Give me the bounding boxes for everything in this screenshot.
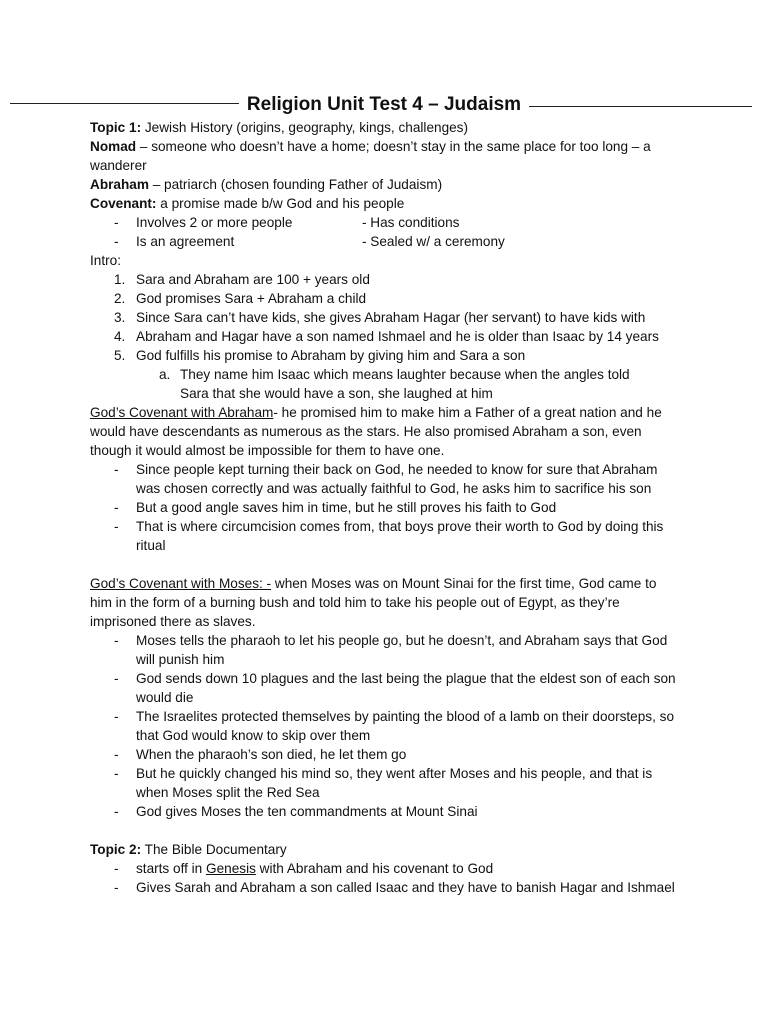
topic2-line: Topic 2: The Bible Documentary [90,842,287,857]
intro-subitem: a. They name him Isaac which means laughter because when the angles told Sara that she would have a son, she laughed at him [159,367,630,401]
spacer [90,555,680,574]
spacer [90,821,680,840]
moses-bullet: - God gives Moses the ten commandments at Mount Sinai [90,802,680,821]
intro-item: 1. Sara and Abraham are 100 + years old [114,272,370,287]
document-body [90,118,680,897]
moses-bullet: - God sends down 10 plagues and the last being the plague that the eldest son of each son would die [90,669,680,707]
topic2-bullet: - Gives Sarah and Abraham a son called Isaac and they have to banish Hagar and Ishmael [90,878,680,897]
covenant-row: - Involves 2 or more people - Has conditions [90,213,680,232]
intro-item: 5. God fulfills his promise to Abraham by giving him and Sara a son [114,348,526,363]
covenant-definition: Covenant: a promise made b/w God and his people [90,196,405,211]
moses-bullet: - When the pharaoh’s son died, he let them go [90,745,680,764]
genesis-link: Genesis [206,861,256,876]
abraham-bullet: - But a good angle saves him in time, but he still proves his faith to God [90,498,680,517]
topic1-line: Topic 1: Jewish History (origins, geography, kings, challenges) [90,120,469,135]
moses-bullet: - The Israelites protected themselves by painting the blood of a lamb on their doorsteps, so that God would know to skip over them [90,707,680,745]
moses-bullet: - Moses tells the pharaoh to let his people go, but he doesn’t, and Abraham says that God will punish him [90,631,680,669]
intro-item: 4. Abraham and Hagar have a son named Ishmael and he is older than Isaac by 14 years [114,329,659,344]
intro-item: 2. God promises Sara + Abraham a child [114,291,367,306]
abraham-definition: Abraham – patriarch (chosen founding Father of Judaism) [90,177,443,192]
moses-covenant-paragraph: God’s Covenant with Moses: - when Moses was on Mount Sinai for the first time, God came to him in the form of a burning bush and told him to take his people out of Egypt, as they’re imprisoned there as slaves. [90,576,657,629]
nomad-definition: Nomad – someone who doesn’t have a home; doesn’t stay in the same place for too long – a wanderer [90,139,651,173]
abraham-covenant-paragraph: God’s Covenant with Abraham- he promised him to make him a Father of a great nation and he would have descendants as numerous as the stars. He also promised Abraham a son, even though it would almost be impossible for them to have one. [90,405,662,458]
intro-item: 3. Since Sara can’t have kids, she gives Abraham Hagar (her servant) to have kids with [114,310,646,325]
covenant-row: - Is an agreement - Sealed w/ a ceremony [90,232,680,251]
topic2-bullet: - starts off in Genesis with Abraham and his covenant to God [90,859,680,878]
abraham-bullet: - Since people kept turning their back on God, he needed to know for sure that Abraham was chosen correctly and was actually faithful to God, he asks him to sacrifice his son [90,460,680,498]
page-title: Religion Unit Test 4 – Judaism [0,92,768,118]
abraham-bullet: - That is where circumcision comes from, that boys prove their worth to God by doing this ritual [90,517,680,555]
moses-bullet: - But he quickly changed his mind so, they went after Moses and his people, and that is when Moses split the Red Sea [90,764,680,802]
intro-label: Intro: [90,253,121,268]
